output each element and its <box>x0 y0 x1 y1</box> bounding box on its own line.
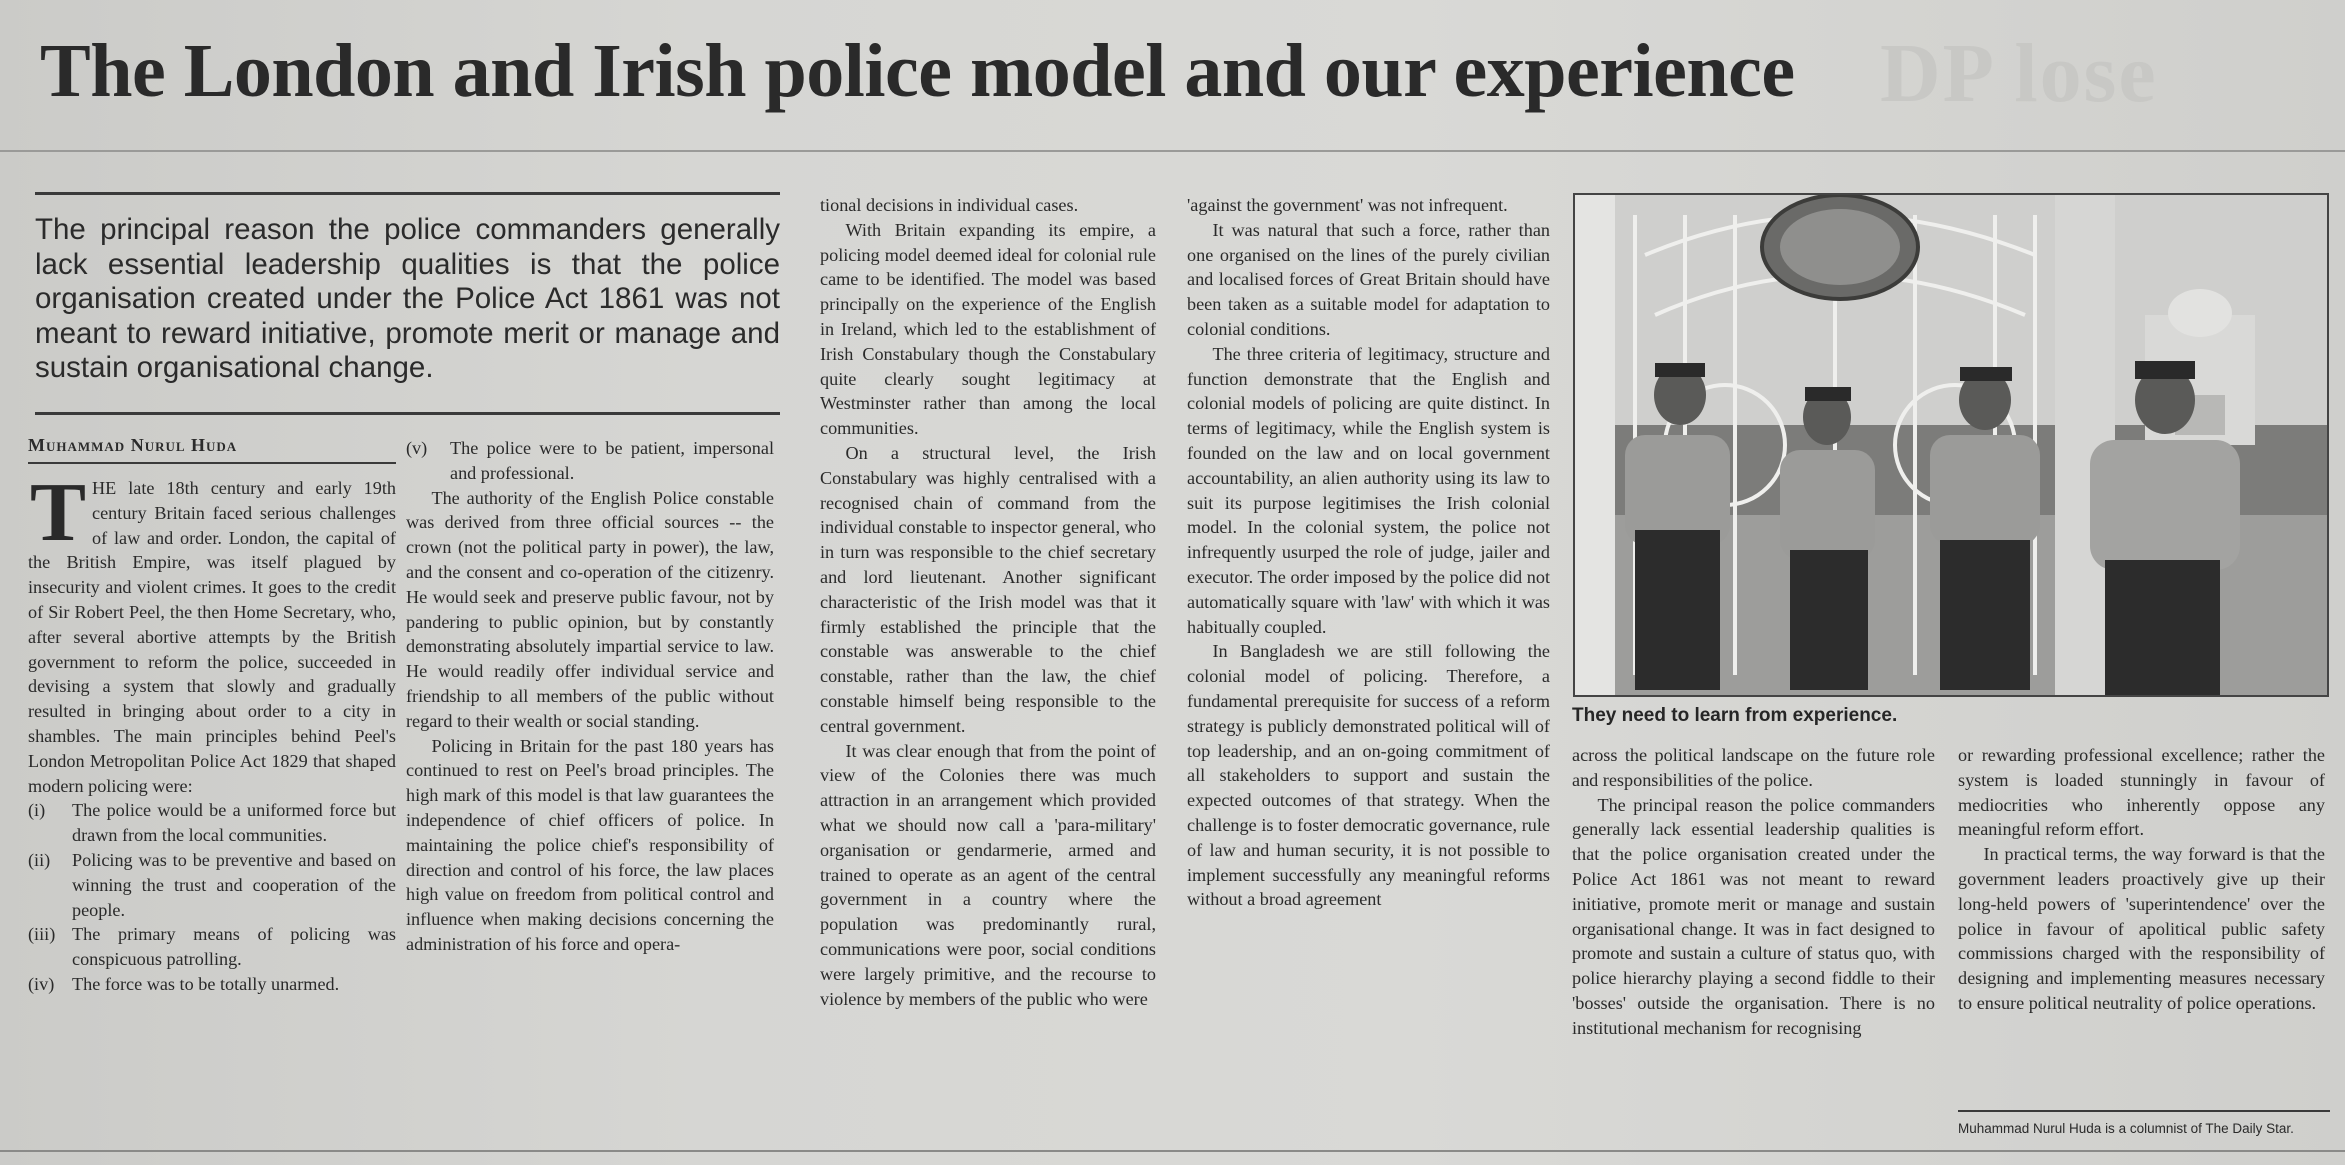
list-text: Policing was to be preventive and based on winning the trust and cooperation of the people. <box>72 849 396 920</box>
list-item <box>406 436 774 486</box>
list-number: (i) <box>28 800 46 821</box>
lead-paragraph <box>28 466 396 798</box>
article-column-4 <box>1187 193 1550 912</box>
author-bio: Muhammad Nurul Huda is a columnist of The Daily Star. <box>1958 1121 2294 1136</box>
paragraph: The authority of the English Police constable was derived from three official sources -- the crown (not the political party in power), the law, and the consent and co-operation of the citizenry. He would seek and preserve public favour, not by pandering to public opinion, but by constantly demonstrating absolutely impartial service to law. He would readily offer individual service and friendship to all members of the public without regard to their wealth or social standing. <box>406 487 774 731</box>
pullquote-bottom-rule <box>35 412 780 415</box>
paragraph: In practical terms, the way forward is that the government leaders proactively give up their long-held powers of 'superintendence' over the police in favour of apolitical public safety commissions charged with the responsibility of designing and implementing measures necessary to ensure political neutrality of police operations. <box>1958 844 2325 1013</box>
byline-rule <box>28 462 396 464</box>
paragraph: With Britain expanding its empire, a policing model deemed ideal for colonial rule came to be identified. The model was based principally on the experience of the English in Ireland, which led to the establishment of Irish Constabulary though the Constabulary quite clearly sought legitimacy at Westminster rather than among the local communities. <box>820 219 1156 439</box>
list-item <box>28 798 396 848</box>
bottom-rule <box>0 1150 2345 1152</box>
byline: Muhammad Nurul Huda <box>28 435 238 455</box>
article-column-6 <box>1958 743 2325 1016</box>
list-text: The primary means of policing was conspicuous patrolling. <box>72 924 396 970</box>
paragraph: It was clear enough that from the point of view of the Colonies there was much attraction in an arrangement which provided what we should now call a 'para-military' organisation or gendarmerie, armed and trained to operate as an agent of the central government in a country where the population was predominantly rural, communications were poor, social conditions were largely primitive, and the recourse to violence by members of the public who were <box>820 740 1156 1009</box>
headline: The London and Irish police model and our experience <box>40 29 1795 113</box>
list-item <box>28 922 396 972</box>
article-column-2 <box>406 436 774 957</box>
bleed-through-text: DP lose <box>1880 27 2158 120</box>
paragraph: On a structural level, the Irish Constabulary was highly centralised with a recognised chain of command from the individual constable to inspector general, who in turn was responsible to the chief secretary and lord lieutenant. Another significant characteristic of the Irish model was that it firmly established the principle that the constable was answerable to the chief constable, rather than the law, the chief constable himself being responsible to the central government. <box>820 442 1156 736</box>
list-text: The police would be a uniformed force but drawn from the local communities. <box>72 800 396 846</box>
article-column-1 <box>28 466 396 997</box>
list-item <box>28 848 396 922</box>
paragraph: or rewarding professional excellence; rather the system is loaded stunningly in favour of mediocrities who inherently oppose any meaningful reform effort. <box>1958 745 2325 840</box>
paragraph: It was natural that such a force, rather than one organised on the lines of the purely civilian and localised forces of Great Britain should have been taken as a suitable model for adaptation to colonial conditions. <box>1187 219 1550 339</box>
news-photo <box>1573 193 2329 697</box>
bio-rule <box>1958 1110 2330 1112</box>
photo-caption: They need to learn from experience. <box>1572 705 1898 726</box>
paragraph: Policing in Britain for the past 180 years has continued to rest on Peel's broad principles. The high mark of this model is that law guarantees the independence of chief officers of police. In maintaining the police chief's responsibility of direction and control of his force, the law places high value on freedom from political control and influence when making decisions concerning the administration of his force and opera- <box>406 735 774 954</box>
list-item <box>28 972 396 997</box>
drop-cap: T <box>30 466 87 559</box>
article-column-3 <box>820 193 1156 1011</box>
list-number: (iv) <box>28 973 55 994</box>
list-number: (ii) <box>28 849 51 870</box>
police-officers-photo <box>1575 195 2327 695</box>
paragraph: In Bangladesh we are still following the colonial model of policing. Therefore, a fundamental prerequisite for success of a reform strategy is publicly demonstrated political will of top leadership, and an on-going commitment of all stakeholders to support and sustain the expected outcomes of that strategy. When the challenge is to foster democratic governance, rule of law and human security, it is not possible to implement successfully any meaningful reforms without a broad agreement <box>1187 641 1550 910</box>
list-number: (iii) <box>28 924 56 945</box>
lead-text: HE late 18th century and early 19th century Britain faced serious challenges of law and order. London, the capital of the British Empire, was itself plagued by insecurity and violent crimes. It goes to the credit of Sir Robert Peel, the then Home Secretary, who, after several abortive attempts by the British government to reform the police, succeeded in devising a system that slowly and gradually resulted in bringing about order to a city in shambles. The main principles behind Peel's London Metropolitan Police Act 1829 that shaped modern policing were: <box>28 478 396 796</box>
paragraph: The three criteria of legitimacy, structure and function demonstrate that the English and colonial models of policing are quite distinct. In terms of legitimacy, while the English system is founded on the law and on local government accountability, an alien authority using its law to suit its purpose legitimises the Irish colonial model. In the colonial system, the police not infrequently usurped the role of judge, jailer and executor. The order imposed by the police did not automatically square with 'law' with which it was habitually coupled. <box>1187 343 1550 637</box>
pull-quote: The principal reason the police commanders generally lack essential leadership qualities is that the police organisation created under the Police Act 1861 was not meant to reward initiative, promote merit or manage and sustain organisational change. <box>35 213 780 384</box>
article-column-5 <box>1572 743 1935 1041</box>
list-text: The police were to be patient, impersonal and professional. <box>450 438 774 483</box>
paragraph: 'against the government' was not infrequent. <box>1187 195 1508 215</box>
list-number: (v) <box>406 438 428 458</box>
list-text: The force was to be totally unarmed. <box>72 973 340 994</box>
paragraph: tional decisions in individual cases. <box>820 195 1079 215</box>
top-rule <box>0 150 2345 152</box>
paragraph: The principal reason the police commanders generally lack essential leadership qualities is that the police organisation created under the Police Act 1861 was not meant to reward initiative, promote merit or manage and sustain organisational change. It was in fact designed to promote and sustain a culture of status quo, with police hierarchy playing a second fiddle to their 'bosses' outside the organisation. There is no institutional mechanism for recognising <box>1572 794 1935 1038</box>
pullquote-top-rule <box>35 192 780 195</box>
paragraph: across the political landscape on the future role and responsibilities of the police. <box>1572 745 1935 790</box>
